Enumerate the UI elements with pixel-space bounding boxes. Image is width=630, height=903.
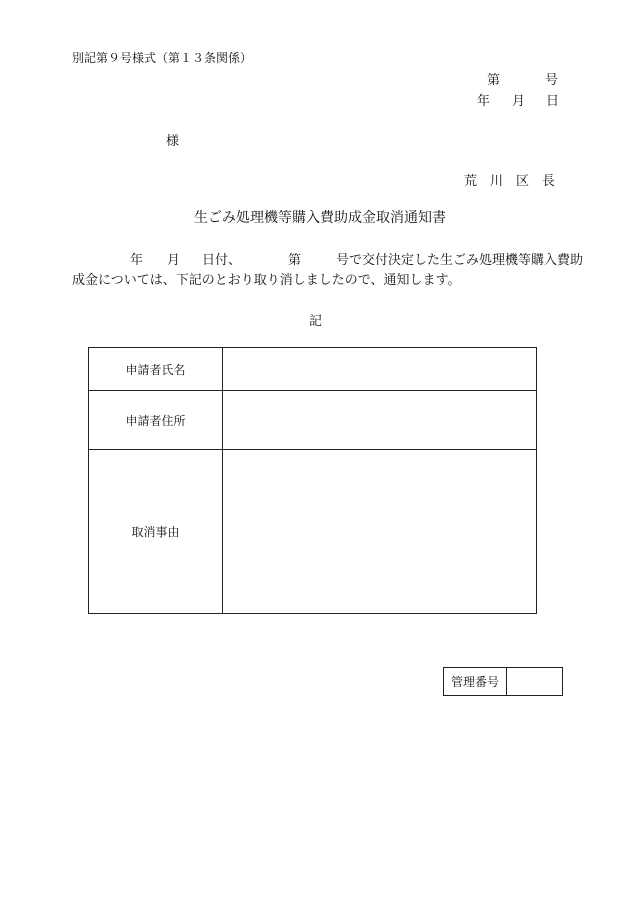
body-month: 月 (167, 253, 181, 268)
cancellation-reason-value[interactable] (223, 450, 537, 614)
applicant-name-label: 申請者氏名 (89, 348, 223, 391)
body-line2: 成金については、下記のとおり取り消しましたので、通知します。 (72, 273, 461, 288)
record-table (88, 347, 537, 614)
row-applicant-name (89, 348, 537, 391)
applicant-address-label: 申請者住所 (89, 391, 223, 450)
body-number-prefix: 第 (288, 253, 302, 268)
issue-date-day: 日 (546, 94, 560, 109)
management-number-value[interactable] (507, 668, 563, 696)
row-applicant-address (89, 391, 537, 450)
management-number-label: 管理番号 (444, 668, 507, 696)
body-year: 年 (130, 253, 144, 268)
ki-heading: 記 (309, 314, 323, 329)
addressee-honorific: 様 (166, 134, 180, 149)
management-number-box (443, 667, 563, 696)
document-number-suffix: 号 (545, 73, 559, 88)
document-number-prefix: 第 (487, 73, 501, 88)
issue-date-year: 年 (477, 94, 491, 109)
applicant-name-value[interactable] (223, 348, 537, 391)
form-reference: 別記第９号様式（第１３条関係） (72, 51, 253, 65)
applicant-address-value[interactable] (223, 391, 537, 450)
cancellation-reason-label: 取消事由 (89, 450, 223, 614)
document-title: 生ごみ処理機等購入費助成金取消通知書 (194, 210, 446, 226)
row-cancellation-reason (89, 450, 537, 614)
issue-date-month: 月 (512, 94, 526, 109)
body-day: 日付、 (202, 253, 242, 268)
body-line1-rest: 号で交付決定した生ごみ処理機等購入費助 (336, 253, 584, 268)
issuer-label: 荒 川 区 長 (464, 174, 556, 189)
